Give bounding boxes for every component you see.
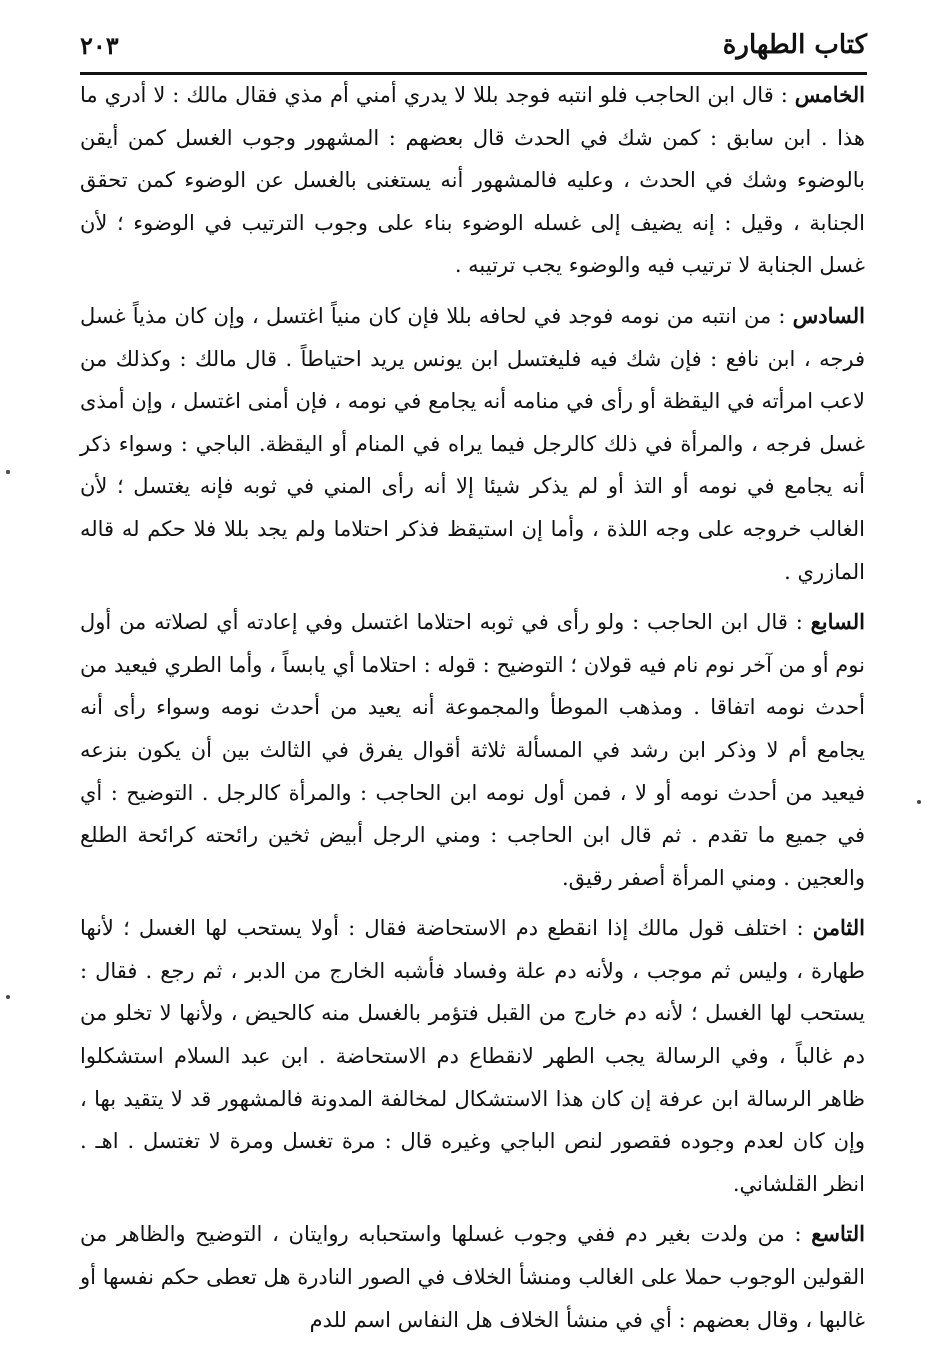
paragraph-text: : قال ابن الحاجب فلو انتبه فوجد بللا لا يدري أمني أم مذي فقال مالك : لا أدري ما هذا . ابن سابق : كمن شك في الحدث قال بعضهم : المشهور وجوب الغسل كمن أيقن بالوضوء وشك في الحدث ، وعليه فالمشهور أنه يستغنى بالغسل عن الوضوء كمن تحقق الجنابة ، وقيل : إنه يضيف إلى غسله الوضوء بناء على وجوب الترتيب في الوضوء ؛ لأن غسل الجنابة لا ترتيب فيه والوضوء يجب ترتيبه . [80,83,865,278]
paragraph-text: : من ولدت بغير دم ففي وجوب غسلها واستحبابه روايتان ، التوضيح والظاهر من القولين الوجوب حملا على الغالب ومنشأ الخلاف في الصور النادرة هل تعطى حكم نفسها أو غالبها ، وقال بعضهم : أي في منشأ الخلاف هل النفاس اسم للدم [80,1222,865,1332]
paragraph-fifth [80,74,865,287]
paragraph-lead: السادس [792,302,865,328]
paragraph-text: : من انتبه من نومه فوجد في لحافه بللا فإن كان منياً اغتسل ، وإن كان مذياً غسل فرجه ، ابن نافع : فإن شك فيه فليغتسل ابن يونس يريد احتياطاً . قال مالك : وكذلك من لاعب امرأته في اليقظة أو رأى في منامه أنه يجامع في نومه ، فإن أمنى اغتسل ، وإن أمذى غسل فرجه ، والمرأة في ذلك كالرجل فيما يراه في المنام أو اليقظة. الباجي : وسواء ذكر أنه يجامع في نومه أو التذ أو لم يذكر شيئا إلا أنه رأى المني في ثوبه فإنه يغتسل ؛ لأن الغالب خروجه على وجه اللذة ، وأما إن استيقظ فذكر احتلاما ولم يجد بللا فلا حكم له قاله المازري . [80,303,865,584]
page-header [80,22,867,75]
paragraph-lead: التاسع [811,1221,865,1247]
paragraph-text: : قال ابن الحاجب : ولو رأى في ثوبه احتلاما اغتسل وفي إعادته أي لصلاته من أول نوم أو من آخر نوم نام فيه قولان ؛ التوضيح : قوله : احتلاما أي يابساً ، وأما الطري فيعيد من أحدث نومه اتفاقا . ومذهب الموطأ والمجموعة أنه يعيد من أحدث نومه وسواء رأى أنه يجامع أم لا وذكر ابن رشد في المسألة ثلاثة أقوال يفرق في الثالث بين أن يكون بنزعه فيعيد من أحدث نومه أو لا ، فمن أول نومه ابن الحاجب : والمرأة كالرجل . التوضيح : أي في جميع ما تقدم . ثم قال ابن الحاجب : ومني الرجل أبيض ثخين رائحته كرائحة الطلع والعجين . ومني المرأة أصفر رقيق. [80,610,865,890]
margin-dot [6,995,10,999]
running-title: كتاب الطهارة [722,30,867,60]
page-number: ٢٠٣ [80,30,119,60]
paragraph-lead: الخامس [794,82,865,107]
margin-dot [917,800,921,804]
main-text [80,74,865,1349]
paragraph-text: : اختلف قول مالك إذا انقطع دم الاستحاضة فقال : أولا يستحب لها الغسل ؛ لأنها طهارة ، وليس ثم موجب ، ولأنه دم علة وفساد فأشبه الخارج من الدبر ، ثم رجع . فقال : يستحب لها الغسل ؛ لأنه دم خارج من القبل فتؤمر بالغسل منه كالحيض ، ولأنها لا تخلو من دم غالباً ، وفي الرسالة يجب الطهر لانقطاع دم الاستحاضة . ابن عبد السلام استشكلوا ظاهر الرسالة ابن عرفة إن كان هذا الاستشكال لمخالفة المدونة فالمشهور قد لا يتقيد بها ، وإن كان لعدم وجوده فقصور لنص الباجي وغيره قال : مرة تغسل ومرة لا تغتسل . اهـ . انظر القلشاني. [80,916,865,1196]
paragraph-eighth [80,907,865,1205]
margin-dot [6,470,10,474]
paragraph-seventh [80,601,865,899]
paragraph-ninth [80,1213,865,1341]
paragraph-sixth [80,295,865,593]
paragraph-lead: السابع [810,609,865,635]
paragraph-lead: الثامن [812,915,865,941]
